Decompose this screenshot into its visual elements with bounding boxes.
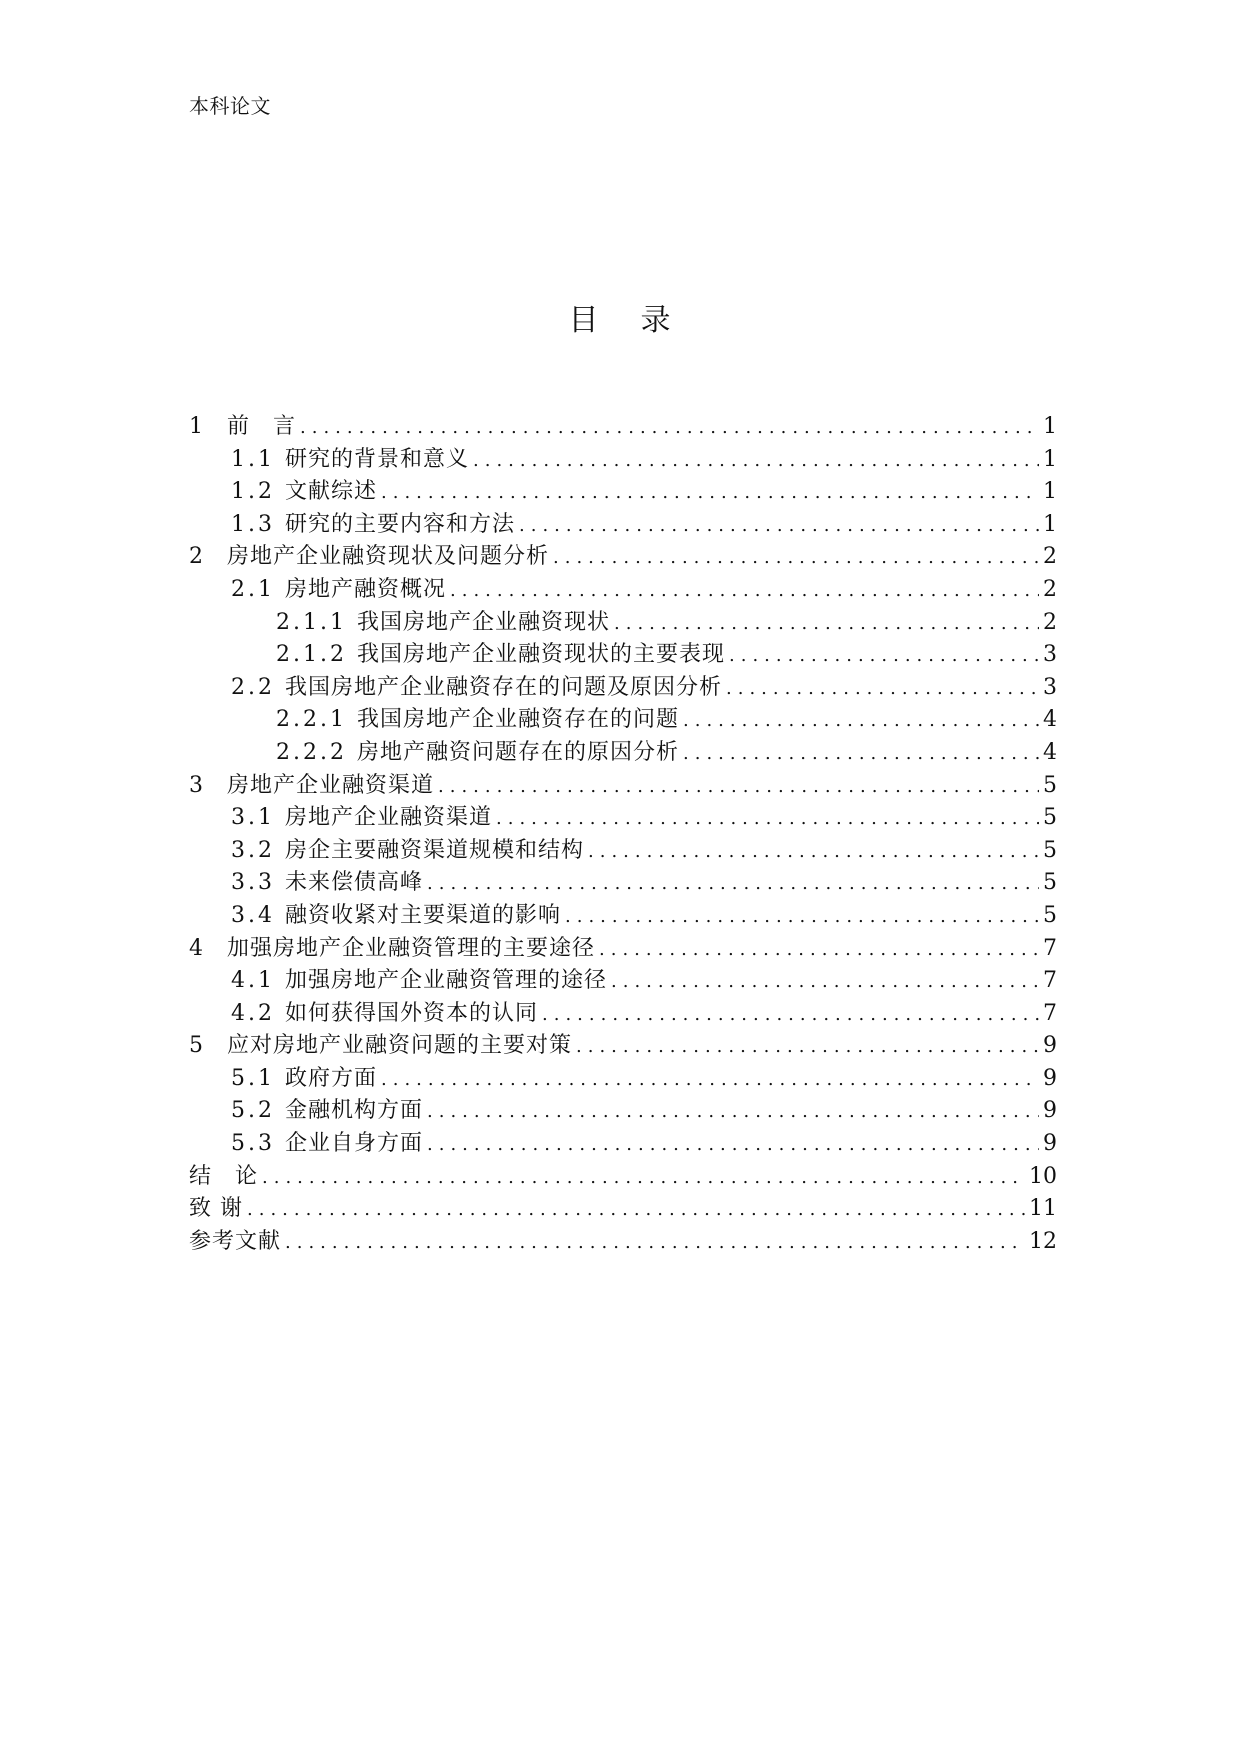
toc-entry-number: 4: [189, 935, 203, 961]
dot-leader: [427, 868, 1039, 901]
toc-entry[interactable]: [189, 574, 1057, 607]
toc-entry-page-number: 9: [1043, 1098, 1057, 1124]
toc-entry-page-number: 12: [1029, 1228, 1057, 1254]
dot-leader: [553, 542, 1039, 575]
toc-entry-label: 未来偿债高峰: [285, 870, 424, 896]
toc-entry-label: 研究的背景和意义: [285, 446, 470, 472]
toc-entry-number: 2.2.1: [276, 707, 347, 733]
toc-entry[interactable]: [189, 835, 1057, 868]
toc-entry[interactable]: [189, 476, 1057, 509]
toc-entry-page-number: 4: [1043, 707, 1057, 733]
toc-entry-number: 5: [189, 1033, 203, 1059]
dot-leader: [438, 771, 1039, 804]
toc-entry-page-number: 1: [1043, 414, 1057, 439]
toc-entry-page-number: 5: [1043, 837, 1057, 863]
toc-entry-number: 2.1: [231, 576, 275, 602]
toc-entry[interactable]: [189, 770, 1057, 803]
toc-entry-label: 如何获得国外资本的认同: [285, 1000, 539, 1026]
toc-entry[interactable]: [189, 1063, 1057, 1096]
toc-entry[interactable]: [189, 998, 1057, 1031]
toc-entry-number: 3.1: [231, 805, 275, 831]
dot-leader: [611, 966, 1039, 999]
dot-leader: [588, 836, 1039, 869]
dot-leader: [496, 803, 1039, 836]
toc-entry[interactable]: [189, 411, 1057, 444]
toc-entry[interactable]: [189, 509, 1057, 542]
toc-entry-page-number: 7: [1043, 935, 1057, 961]
dot-leader: [683, 738, 1039, 771]
toc-entry[interactable]: [189, 1161, 1057, 1194]
toc-entry-number: 2.2: [231, 674, 275, 700]
dot-leader: [565, 901, 1039, 934]
toc-entry[interactable]: [189, 867, 1057, 900]
toc-entry[interactable]: [189, 802, 1057, 835]
toc-entry-page-number: 5: [1043, 870, 1057, 896]
toc-entry-number: 3: [189, 772, 203, 798]
dot-leader: [381, 477, 1039, 510]
toc-entry-label: 房地产融资问题存在的原因分析: [356, 739, 679, 765]
toc-entry-label: 政府方面: [285, 1065, 378, 1091]
toc-entry-number: 1.2: [231, 479, 275, 505]
toc-entry[interactable]: [189, 965, 1057, 998]
toc-entry-label: 房地产企业融资渠道: [227, 772, 435, 798]
toc-entry-number: 5.3: [231, 1131, 275, 1157]
dot-leader: [450, 575, 1039, 608]
toc-entry-label: 我国房地产企业融资现状的主要表现: [356, 642, 725, 668]
toc-entry-page-number: 9: [1043, 1065, 1057, 1091]
toc-entry-label: 我国房地产企业融资存在的问题: [356, 707, 679, 733]
toc-entry[interactable]: [189, 444, 1057, 477]
toc-entry-label: 我国房地产企业融资存在的问题及原因分析: [285, 674, 723, 700]
toc-entry-number: 3.4: [231, 902, 275, 928]
toc-entry-label: 房企主要融资渠道规模和结构: [285, 837, 585, 863]
toc-entry-number: 5.2: [231, 1098, 275, 1124]
toc-entry-page-number: 5: [1043, 772, 1057, 798]
dot-leader: [614, 608, 1039, 641]
toc-entry-label: 研究的主要内容和方法: [285, 511, 516, 537]
toc-entry-page-number: 9: [1043, 1033, 1057, 1059]
toc-entry[interactable]: [189, 704, 1057, 737]
toc-entry[interactable]: [189, 1128, 1057, 1161]
toc-entry-label: 参考文献: [189, 1228, 282, 1254]
toc-entry-label: 前 言: [227, 414, 297, 439]
dot-leader: [576, 1031, 1039, 1064]
toc-entry[interactable]: [189, 607, 1057, 640]
toc-entry-page-number: 1: [1043, 511, 1057, 537]
toc-entry-label: 致 谢: [189, 1196, 243, 1222]
toc-entry-number: 1.3: [231, 511, 275, 537]
toc-entry-number: 5.1: [231, 1065, 275, 1091]
dot-leader: [729, 640, 1039, 673]
dot-leader: [473, 445, 1039, 478]
toc-entry-number: 2.2.2: [276, 739, 347, 765]
toc-entry-page-number: 7: [1043, 1000, 1057, 1026]
toc-entry[interactable]: [189, 900, 1057, 933]
dot-leader: [262, 1162, 1025, 1195]
toc-entry-page-number: 2: [1043, 609, 1057, 635]
toc-entry-page-number: 5: [1043, 805, 1057, 831]
toc-entry-page-number: 2: [1043, 544, 1057, 570]
toc-entry[interactable]: [189, 737, 1057, 770]
toc-entry-page-number: 1: [1043, 446, 1057, 472]
toc-entry[interactable]: [189, 1095, 1057, 1128]
toc-entry-page-number: 4: [1043, 739, 1057, 765]
toc-entry-number: 1: [189, 414, 203, 439]
toc-entry-page-number: 10: [1029, 1163, 1057, 1189]
toc-entry-label: 融资收紧对主要渠道的影响: [285, 902, 562, 928]
toc-entry-label: 房地产融资概况: [285, 576, 447, 602]
toc-entry-number: 2.1.1: [276, 609, 347, 635]
toc-entry-number: 2: [189, 544, 203, 570]
toc-title-left: 目: [568, 303, 601, 338]
toc-title-right: 录: [640, 303, 673, 338]
toc-entry-label: 我国房地产企业融资现状: [356, 609, 610, 635]
dot-leader: [247, 1194, 1025, 1227]
toc-entry-label: 企业自身方面: [285, 1131, 424, 1157]
toc-entry-page-number: 7: [1043, 968, 1057, 994]
dot-leader: [300, 412, 1039, 445]
toc-entry-number: 1.1: [231, 446, 275, 472]
toc-entry-number: 3.2: [231, 837, 275, 863]
dot-leader: [599, 934, 1039, 967]
toc-entry-label: 金融机构方面: [285, 1098, 424, 1124]
dot-leader: [519, 510, 1039, 543]
toc-entry-page-number: 5: [1043, 902, 1057, 928]
toc-title: [0, 295, 1241, 339]
toc-entry-number: 4.2: [231, 1000, 275, 1026]
page-header: 本科论文: [189, 94, 271, 118]
dot-leader: [542, 999, 1039, 1032]
toc-entry-label: 应对房地产业融资问题的主要对策: [227, 1033, 573, 1059]
toc-entry-label: 文献综述: [285, 479, 378, 505]
toc-entry-label: 加强房地产企业融资管理的主要途径: [227, 935, 596, 961]
toc-entry-number: 4.1: [231, 968, 275, 994]
toc-entry-number: 2.1.2: [276, 642, 347, 668]
toc-entry-page-number: 9: [1043, 1131, 1057, 1157]
dot-leader: [381, 1064, 1039, 1097]
toc-entry-label: 结 论: [189, 1163, 259, 1189]
dot-leader: [427, 1096, 1039, 1129]
toc-entry[interactable]: [189, 933, 1057, 966]
toc-entry[interactable]: [189, 672, 1057, 705]
dot-leader: [427, 1129, 1039, 1162]
toc-entry[interactable]: [189, 1030, 1057, 1063]
toc-entry-label: 房地产企业融资现状及问题分析: [227, 544, 550, 570]
toc-entry-page-number: 11: [1029, 1196, 1057, 1222]
dot-leader: [726, 673, 1039, 706]
dot-leader: [683, 705, 1039, 738]
toc-entry-page-number: 1: [1043, 479, 1057, 505]
toc-entry-page-number: 2: [1043, 576, 1057, 602]
toc-entry[interactable]: [189, 1226, 1057, 1259]
toc-entry-page-number: 3: [1043, 674, 1057, 700]
toc-entry-number: 3.3: [231, 870, 275, 896]
dot-leader: [285, 1227, 1025, 1260]
toc-entry-page-number: 3: [1043, 642, 1057, 668]
toc-entry[interactable]: [189, 639, 1057, 672]
toc-entry-label: 加强房地产企业融资管理的途径: [285, 968, 608, 994]
toc-entry[interactable]: [189, 541, 1057, 574]
toc-entry[interactable]: [189, 1193, 1057, 1226]
toc-entry-label: 房地产企业融资渠道: [285, 805, 493, 831]
table-of-contents: [189, 411, 1057, 1258]
